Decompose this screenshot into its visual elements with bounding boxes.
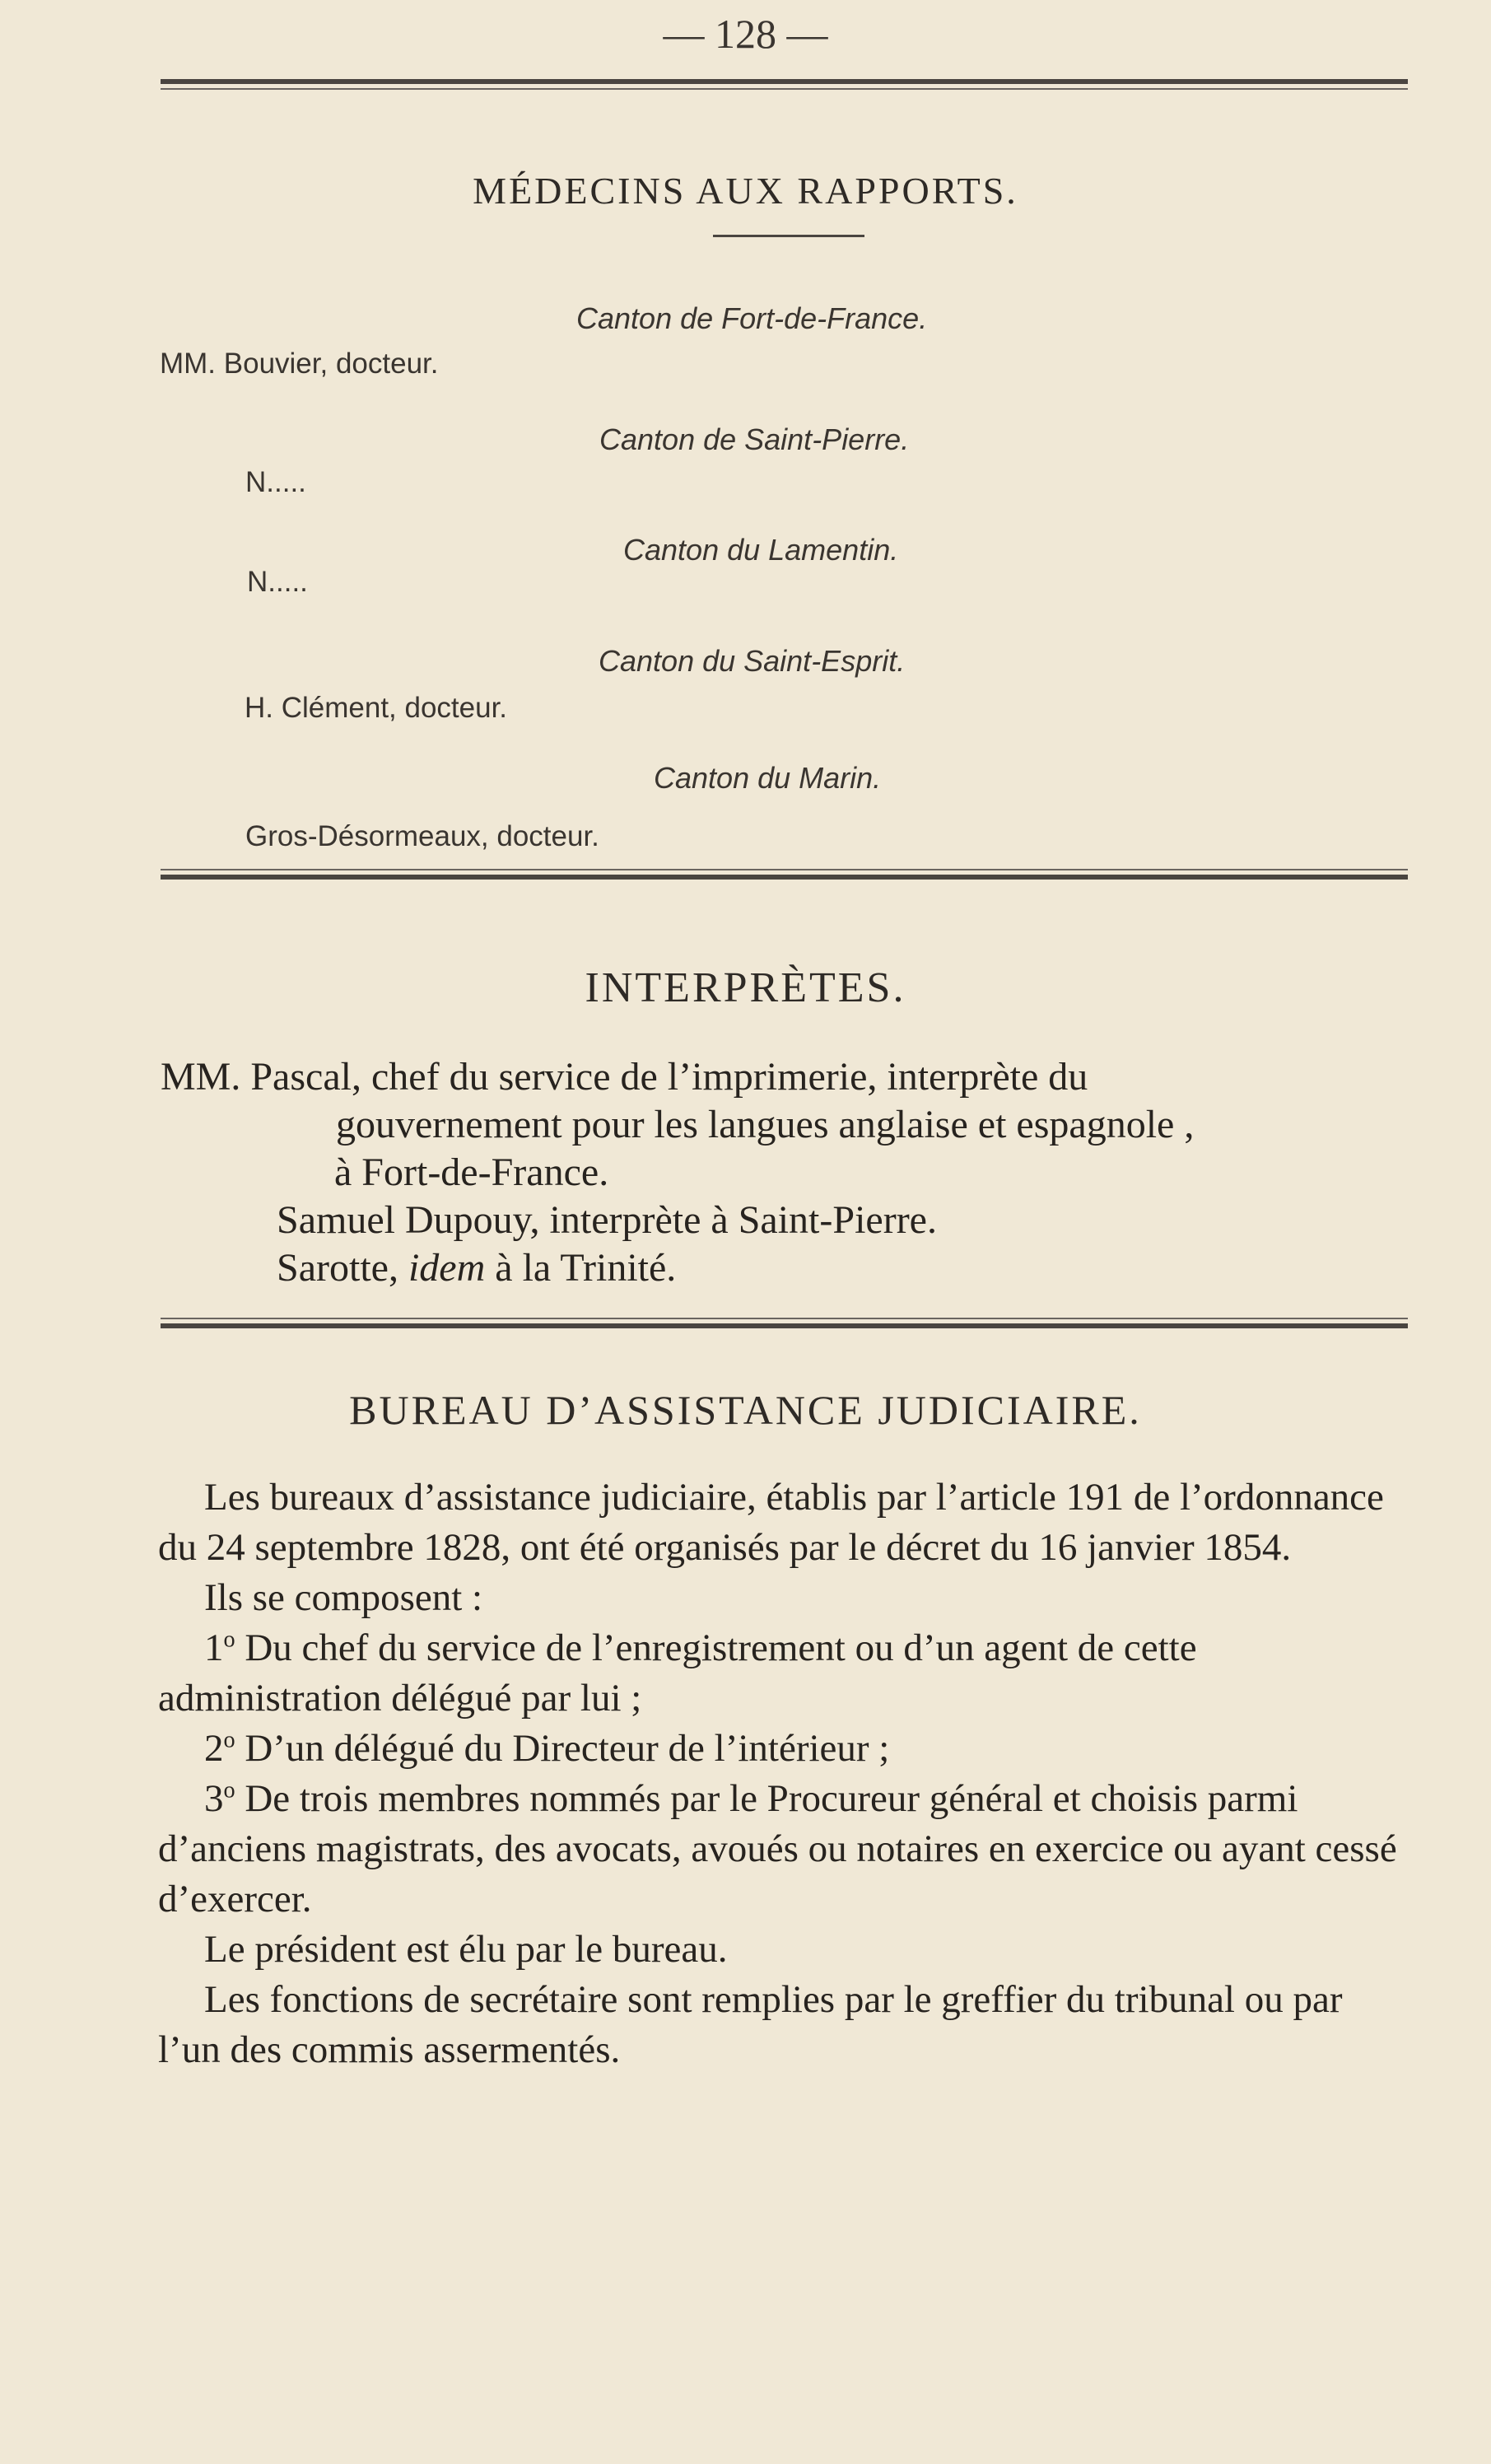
canton-label: Canton du Lamentin. xyxy=(623,533,899,567)
top-rule xyxy=(161,79,1408,90)
doctor-entry: N..... xyxy=(245,466,306,498)
doctor-entry: MM. Bouvier, docteur. xyxy=(160,348,439,380)
section-title-interpretes: INTERPRÈTES. xyxy=(585,964,906,1011)
list-item: 3$^o$ De trois membres nommés par le Procureur général et choisis parmi d’anciens magistrats, des avocats, avoués ou notaires en exercice ou ayant cessé d’exercer. xyxy=(158,1777,1397,1920)
interprete-place: à la Trinité. xyxy=(495,1246,677,1290)
section-rule xyxy=(161,1318,1408,1328)
text-line: gouvernement pour les langues anglaise et espagnole , xyxy=(336,1103,1195,1146)
doctor-entry: Gros-Désormeaux, docteur. xyxy=(245,820,599,852)
paragraph: Les fonctions de secrétaire sont remplies par le greffier du tribunal ou par l’un des commis assermentés. xyxy=(158,1978,1343,2071)
paragraph: Ils se composent : xyxy=(204,1576,483,1619)
text-line: Samuel Dupouy, interprète à Saint-Pierre. xyxy=(277,1198,937,1242)
paragraph: Les bureaux d’assistance judiciaire, établis par l’article 191 de l’ordonnance du 24 septembre 1828, ont été organisés par le décret du 16 janvier 1854. xyxy=(158,1476,1384,1569)
title-underline xyxy=(713,235,864,237)
section-title-medecins: MÉDECINS AUX RAPPORTS. xyxy=(473,170,1018,212)
canton-label: Canton de Fort-de-France. xyxy=(576,301,928,335)
paragraph: Le président est élu par le bureau. xyxy=(204,1928,728,1971)
list-item: 2$^o$ D’un délégué du Directeur de l’intérieur ; xyxy=(204,1727,890,1770)
section-title-bureau: BUREAU D’ASSISTANCE JUDICIAIRE. xyxy=(349,1387,1142,1433)
interprete-name: Sarotte, xyxy=(277,1246,398,1290)
doctor-entry: H. Clément, docteur. xyxy=(245,692,508,724)
section-rule xyxy=(161,869,1408,880)
doctor-entry: N..... xyxy=(247,566,308,598)
canton-label: Canton du Saint-Esprit. xyxy=(599,644,906,678)
text-line xyxy=(277,1245,676,1291)
text-line: à Fort-de-France. xyxy=(334,1150,609,1194)
canton-label: Canton du Marin. xyxy=(654,761,882,795)
canton-label: Canton de Saint-Pierre. xyxy=(599,422,910,456)
bureau-body xyxy=(158,1472,1409,2075)
page-number: — 128 — xyxy=(663,11,828,57)
text-line: MM. Pascal, chef du service de l’imprimerie, interprète du xyxy=(161,1055,1088,1099)
idem-word: idem xyxy=(408,1246,486,1290)
list-item: 1$^o$ Du chef du service de l’enregistrement ou d’un agent de cette administration délégué par lui ; xyxy=(158,1626,1197,1720)
